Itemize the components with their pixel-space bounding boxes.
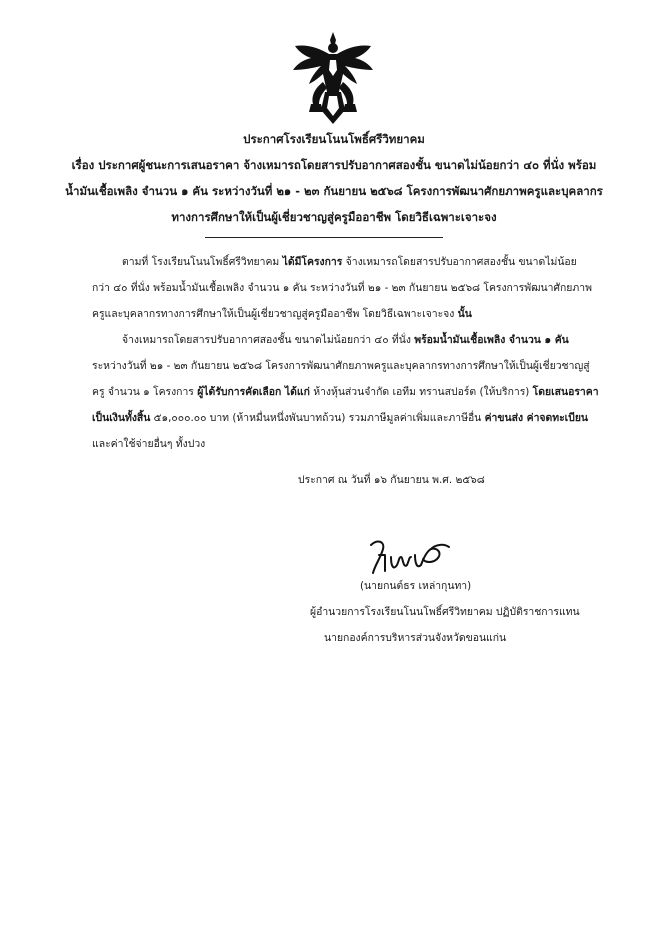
paragraph-2-line-1 — [122, 334, 569, 347]
document-subject-line-1: เรื่อง ประกาศผู้ชนะการเสนอราคา จ้างเหมารถโดยสารปรับอากาศสองชั้น ขนาดไม่น้อยกว่า ๔๐ ที่นั่ง พร้อม — [71, 158, 597, 172]
document-org-title: ประกาศโรงเรียนโนนโพธิ์ศรีวิทยาคม — [243, 132, 425, 146]
p1-l3-b: นั้น — [457, 308, 472, 320]
paragraph-2-line-4 — [92, 412, 588, 425]
p1-l1-a: ตามที่ โรงเรียนโนนโพธิ์ศรีวิทยาคม — [122, 256, 280, 268]
p2-l3-c: ห้างหุ้นส่วนจำกัด เอทีม ทรานสปอร์ต (ให้บริการ) — [313, 386, 530, 398]
paragraph-2-line-5: และค่าใช้จ่ายอื่นๆ ทั้งปวง — [92, 438, 206, 450]
document-subject-line-2: น้ำมันเชื้อเพลิง จำนวน ๑ คัน ระหว่างวันที่ ๒๑ - ๒๓ กันยายน ๒๕๖๘ โครงการพัฒนาศักยภาพครูและบุคลากร — [65, 184, 603, 198]
heading-divider — [205, 237, 443, 238]
p1-l1-c: จ้างเหมารถโดยสารปรับอากาศสองชั้น ขนาดไม่น้อย — [345, 256, 577, 268]
paragraph-1-line-3 — [92, 308, 472, 321]
document-subject-line-3: ทางการศึกษาให้เป็นผู้เชี่ยวชาญสู่ครูมืออาชีพ โดยวิธีเฉพาะเจาะจง — [171, 210, 497, 224]
p2-l4-c: ค่าขนส่ง ค่าจดทะเบียน — [484, 412, 589, 424]
paragraph-2-line-2: ระหว่างวันที่ ๒๑ - ๒๓ กันยายน ๒๕๖๘ โครงการพัฒนาศักยภาพครูและบุคลากรทางการศึกษาให้เป็นผู้เชี่ยวชาญสู่ — [92, 360, 590, 372]
p1-l1-b: ได้มีโครงการ — [282, 256, 343, 268]
p2-l1-a: จ้างเหมารถโดยสารปรับอากาศสองชั้น ขนาดไม่น้อยกว่า ๔๐ ที่นั่ง — [122, 334, 411, 346]
garuda-emblem-icon — [285, 30, 381, 126]
p2-l1-b: พร้อมน้ำมันเชื้อเพลิง จำนวน ๑ คัน — [414, 334, 569, 346]
p2-l4-b: ๕๑,๐๐๐.๐๐ บาท (ห้าหมื่นหนึ่งพันบาทถ้วน) รวมภาษีมูลค่าเพิ่มและภาษีอื่น — [153, 412, 482, 424]
p2-l3-b: ผู้ได้รับการคัดเลือก ได้แก่ — [197, 386, 310, 398]
announcement-date: ประกาศ ณ วันที่ ๑๖ กันยายน พ.ศ. ๒๕๖๘ — [298, 474, 485, 486]
p2-l3-d: โดยเสนอราคา — [532, 386, 599, 398]
p2-l3-a: ครู จำนวน ๑ โครงการ — [92, 386, 194, 398]
paragraph-1-line-1 — [122, 256, 577, 269]
paragraph-2-line-3 — [92, 386, 599, 399]
signatory-name: (นายกนต์ธร เหล่ากุนทา) — [360, 580, 472, 592]
signatory-position-2: นายกองค์การบริหารส่วนจังหวัดขอนแก่น — [324, 632, 507, 644]
p2-l4-a: เป็นเงินทั้งสิ้น — [92, 412, 151, 424]
p1-l3-a: ครูและบุคลากรทางการศึกษาให้เป็นผู้เชี่ยวชาญสู่ครูมืออาชีพ โดยวิธีเฉพาะเจาะจง — [92, 308, 455, 320]
handwritten-signature — [365, 535, 455, 579]
paragraph-1-line-2: กว่า ๔๐ ที่นั่ง พร้อมน้ำมันเชื้อเพลิง จำนวน ๑ คัน ระหว่างวันที่ ๒๑ - ๒๓ กันยายน ๒๕๖๘ โครงการพัฒนาศักยภาพ — [92, 282, 592, 294]
signatory-position-1: ผู้อำนวยการโรงเรียนโนนโพธิ์ศรีวิทยาคม ปฏิบัติราชการแทน — [310, 606, 580, 618]
